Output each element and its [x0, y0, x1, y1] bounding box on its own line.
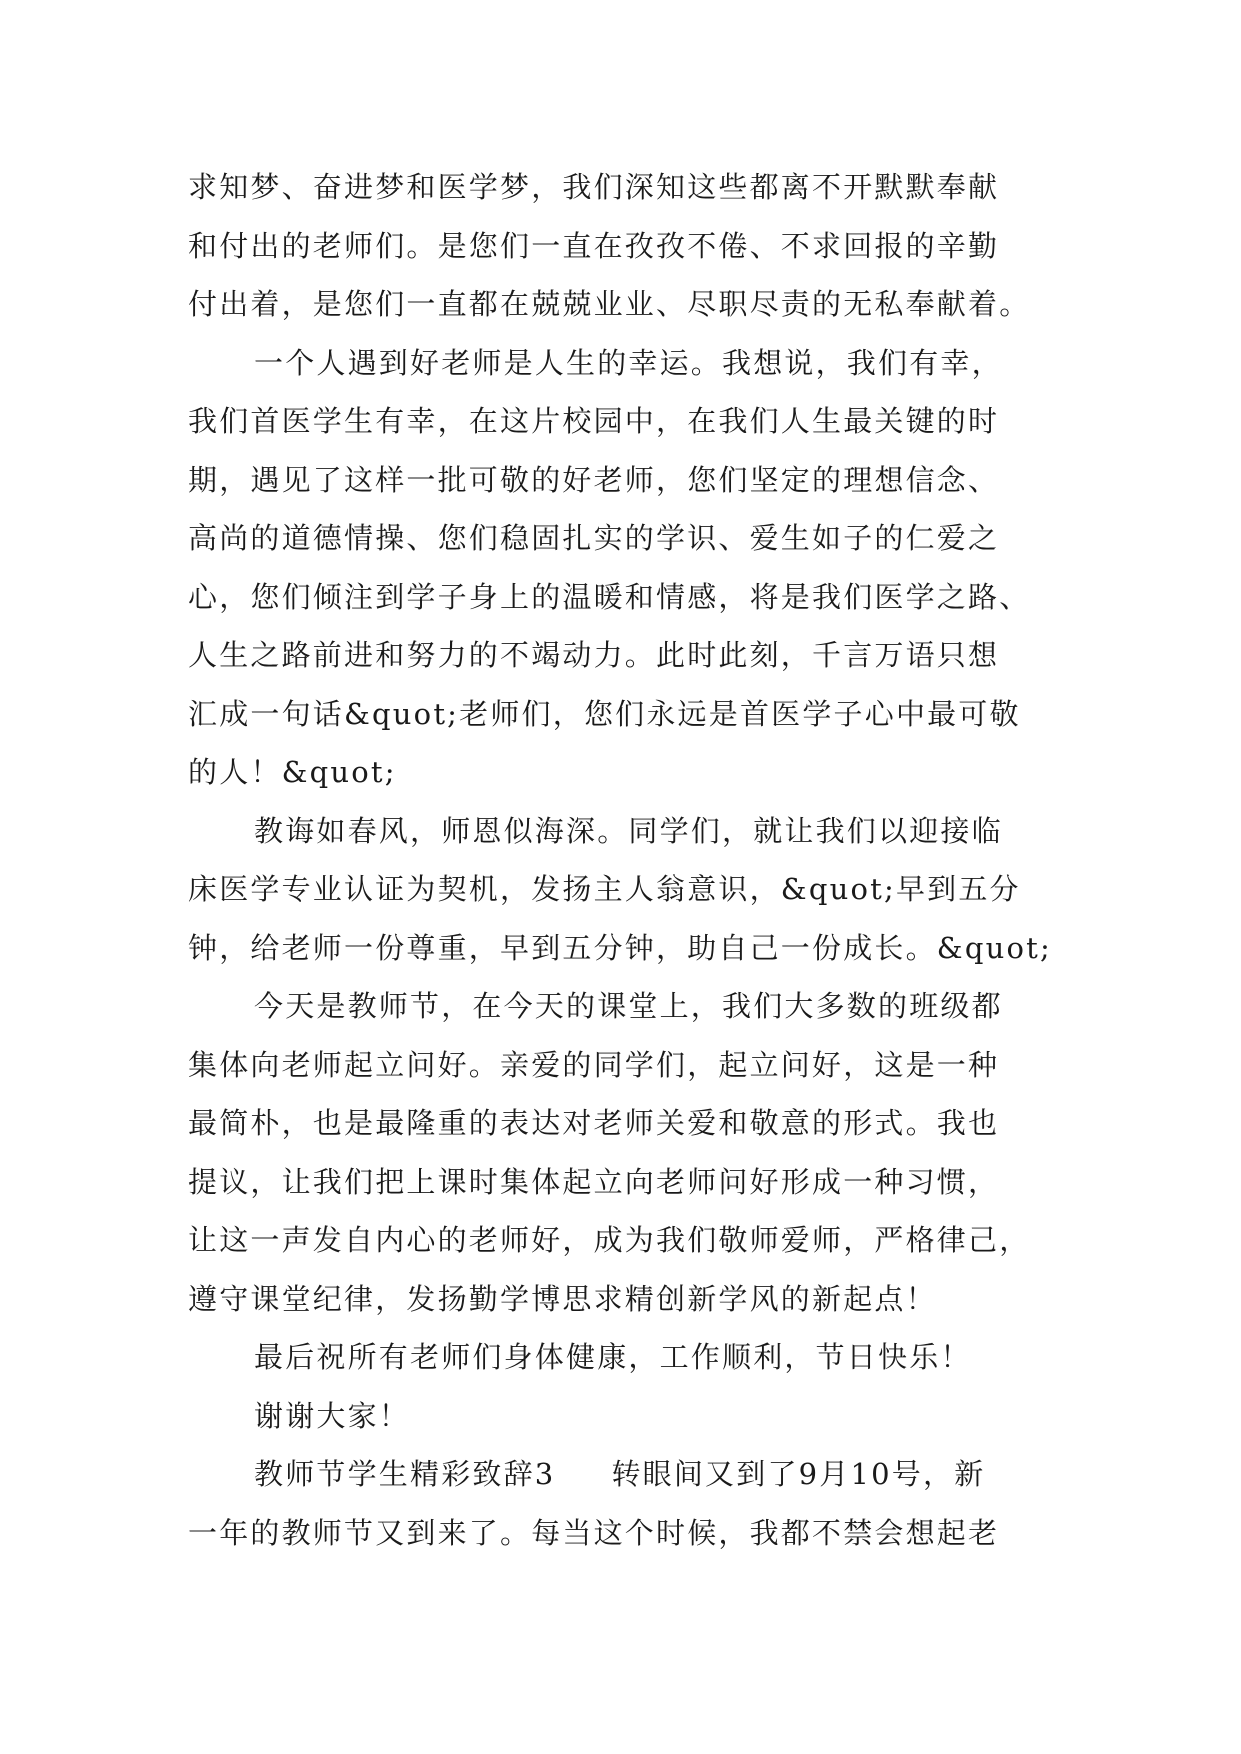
paragraph-start-line: 谢谢大家！ — [254, 1398, 411, 1433]
text-line: 汇成一句话&quot;老师们，您们永远是首医学子心中最可敬 — [188, 696, 1021, 731]
paragraph-start-line: 一个人遇到好老师是人生的幸运。我想说，我们有幸， — [254, 345, 1003, 380]
text-line: 床医学专业认证为契机，发扬主人翁意识，&quot;早到五分 — [188, 872, 1021, 906]
text-line: 和付出的老师们。是您们一直在孜孜不倦、不求回报的辛勤 — [188, 228, 1000, 263]
text-line: 最简朴，也是最隆重的表达对老师关爱和敬意的形式。我也 — [188, 1106, 1000, 1140]
text-line: 付出着，是您们一直都在兢兢业业、尽职尽责的无私奉献着。 — [188, 287, 1031, 321]
paragraph-start-line: 今天是教师节，在今天的课堂上，我们大多数的班级都 — [254, 989, 1003, 1023]
text-line: 期，遇见了这样一批可敬的好老师，您们坚定的理想信念、 — [188, 462, 1000, 497]
text-line: 求知梦、奋进梦和医学梦，我们深知这些都离不开默默奉献 — [188, 170, 1000, 204]
document-body — [188, 158, 1068, 1562]
text-line: 让这一声发自内心的老师好，成为我们敬师爱师，严格律己， — [188, 1223, 1031, 1257]
text-line: 集体向老师起立问好。亲爱的同学们，起立问好，这是一种 — [188, 1047, 1000, 1082]
text-line: 我们首医学生有幸，在这片校园中，在我们人生最关键的时 — [188, 404, 1000, 438]
text-line: 心，您们倾注到学子身上的温暖和情感，将是我们医学之路、 — [188, 579, 1031, 614]
text-line: 一年的教师节又到来了。每当这个时候，我都不禁会想起老 — [188, 1515, 1000, 1550]
section-heading-line — [188, 1445, 1068, 1504]
text-line: 遵守课堂纪律，发扬勤学博思求精创新学风的新起点！ — [188, 1281, 937, 1316]
paragraph-start-line: 最后祝所有老师们身体健康，工作顺利，节日快乐！ — [254, 1340, 972, 1374]
section-text: 转眼间又到了9月10号，新 — [611, 1457, 986, 1491]
section-heading: 教师节学生精彩致辞3 — [254, 1457, 556, 1491]
paragraph-start-line: 教诲如春风，师恩似海深。同学们，就让我们以迎接临 — [254, 813, 1003, 848]
text-line: 提议，让我们把上课时集体起立向老师问好形成一种习惯， — [188, 1164, 1000, 1199]
text-line: 人生之路前进和努力的不竭动力。此时此刻，千言万语只想 — [188, 638, 1000, 672]
text-line: 高尚的道德情操、您们稳固扎实的学识、爱生如子的仁爱之 — [188, 521, 1000, 555]
text-line: 钟，给老师一份尊重，早到五分钟，助自己一份成长。&quot; — [188, 930, 1052, 965]
text-line: 的人！&quot; — [188, 755, 397, 789]
